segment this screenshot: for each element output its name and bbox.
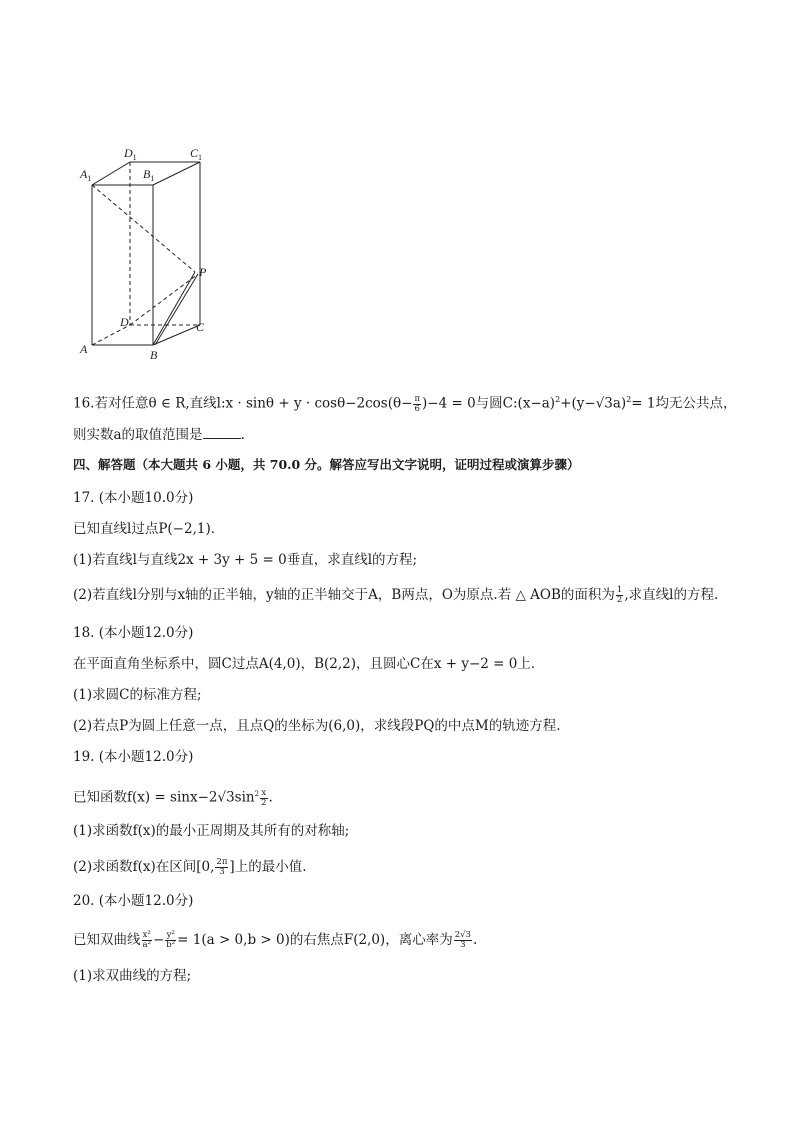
label-a1: $A_1$ xyxy=(80,167,92,183)
fraction: $\frac{x}{2}$ xyxy=(261,787,267,808)
label-d1: $D_1$ xyxy=(124,146,137,162)
q20-head: 20. (本小题12.0分) xyxy=(73,893,194,909)
answer-blank xyxy=(203,426,241,439)
q19-part2: (2)求函数f(x)在区间[0, $\frac{2\pi}{3}$ ]上的最小值. xyxy=(73,857,307,877)
q18-head: 18. (本小题12.0分) xyxy=(73,625,194,641)
fraction: $\frac{2√3}{3}$ xyxy=(454,930,471,950)
label-d: D xyxy=(120,315,129,329)
q17-stem: 已知直线l过点P(−2,1)． xyxy=(73,521,225,537)
q17-part2: (2)若直线l分别与x轴的正半轴，y轴的正半轴交于A，B两点，O为原点.若 △ AOB的面积为 $\frac{1}{2}$ ,求直线l的方程. xyxy=(73,585,719,605)
q18-part2: (2)若点P为圆上任意一点，且点Q的坐标为(6,0)，求线段PQ的中点M的轨迹方程. xyxy=(73,718,561,734)
label-c: C xyxy=(196,320,205,334)
q17-head: 17. (本小题10.0分) xyxy=(73,490,194,506)
fraction: $\frac{1}{2}$ xyxy=(616,585,623,605)
q18-part1: (1)求圆C的标准方程; xyxy=(73,687,202,703)
prism-figure xyxy=(70,140,230,370)
fraction: $\frac{\text{x²}}{\text{a²}}$ xyxy=(142,930,151,950)
q20-stem: 已知双曲线 $\frac{\text{x²}}{\text{a²}}$ − $\frac{\text{y²}}{\text{b²}}$ = 1(a > 0,b > 0)的右焦点F(2,0)，离心率为 $\frac{2√3}{3}$ . xyxy=(73,930,478,950)
fraction: $\frac{\pi}{6}$ xyxy=(414,393,421,414)
q18-stem: 在平面直角坐标系中，圆C过点A(4,0)，B(2,2)，且圆心C在x + y−2 = 0上． xyxy=(73,656,545,672)
q16-line2: 则实数a的取值范围是 . xyxy=(73,427,245,443)
q19-stem: 已知函数$f(x) = \sin x-2√3\sin^2$ $\frac{x}{2}$ . xyxy=(73,787,273,808)
q16-line1: 16.若对任意θ ∈ R,直线l:x · sinθ + y · cosθ−2cos(θ− $\frac{\pi}{6}$ )−4 = 0与圆$C:(x-a)^2+(y-√3a)^2= 1$均无公共点， xyxy=(73,393,737,414)
label-c1: $C_1$ xyxy=(190,146,203,162)
q19-part1: (1)求函数f(x)的最小正周期及其所有的对称轴; xyxy=(73,823,350,839)
label-a: A xyxy=(80,342,88,356)
section-heading: 四、解答题（本大题共 6 小题，共 70.0 分。解答应写出文字说明，证明过程或演算步骤） xyxy=(73,457,580,472)
q19-head: 19. (本小题12.0分) xyxy=(73,749,194,765)
label-p: P xyxy=(199,265,207,279)
label-b1: $B_1$ xyxy=(143,167,155,183)
label-b: B xyxy=(150,348,158,362)
q17-part1: (1)若直线l与直线2x + 3y + 5 = 0垂直，求直线l的方程; xyxy=(73,552,418,568)
q20-part1: (1)求双曲线的方程; xyxy=(73,968,192,984)
fraction: $\frac{2\pi}{3}$ xyxy=(216,857,228,877)
fraction: $\frac{\text{y²}}{\text{b²}}$ xyxy=(166,930,176,950)
